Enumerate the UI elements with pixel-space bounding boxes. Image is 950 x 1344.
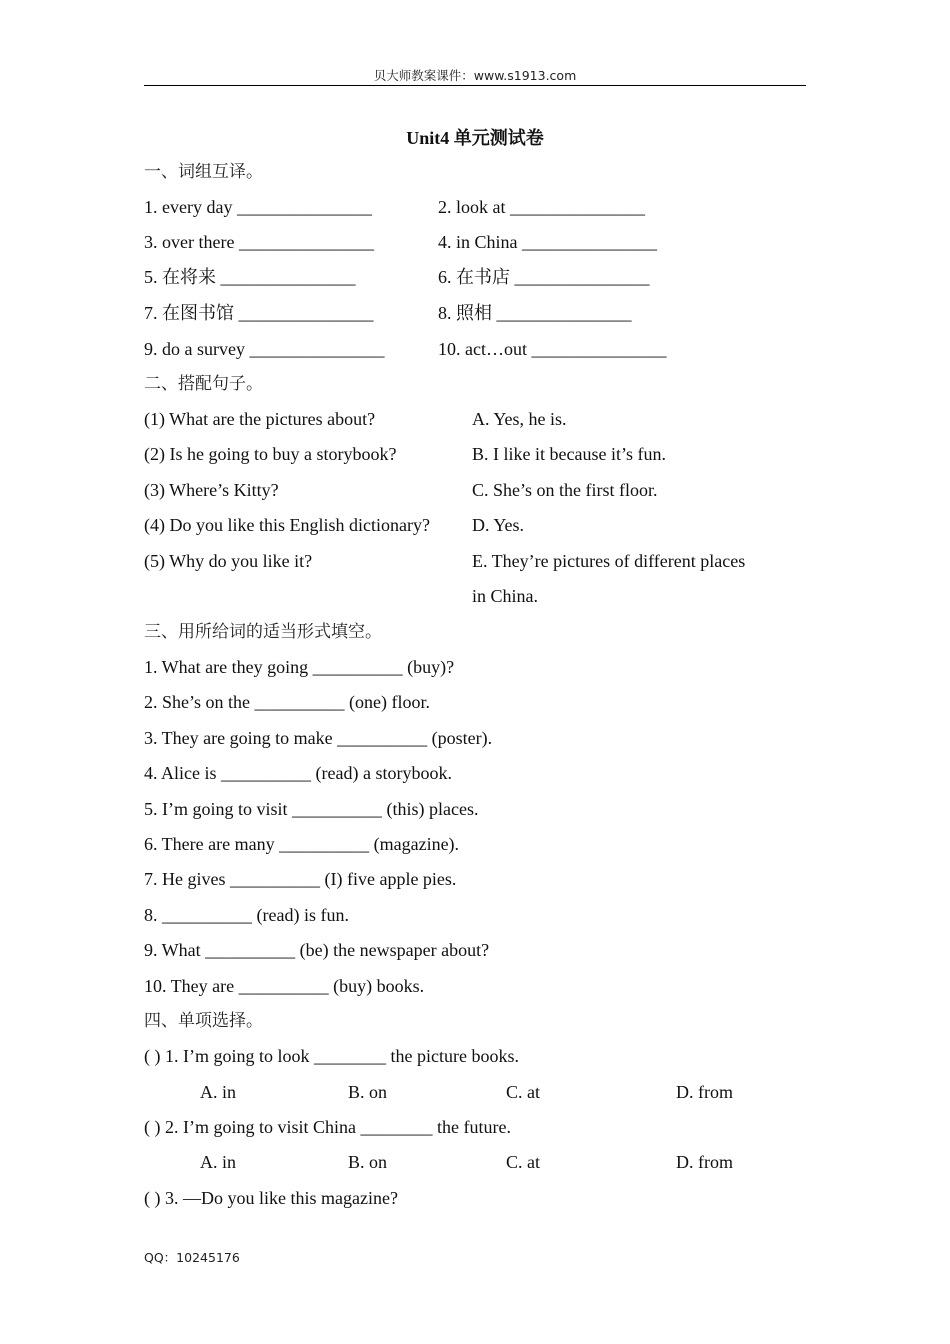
phrase-item: 7. 在图书馆 _______________ [144,303,374,323]
match-question: (1) What are the pictures about? [144,409,376,429]
section3-heading: 三、用所给词的适当形式填空。 [144,622,382,642]
match-answer: B. I like it because it’s fun. [472,444,666,464]
section4-heading: 四、单项选择。 [144,1011,263,1031]
page-title: Unit4 单元测试卷 [406,128,544,148]
choice-question: ( ) 1. I’m going to look ________ the picture books. [144,1046,519,1066]
choice-option: B. on [348,1082,388,1102]
phrase-item: 3. over there _______________ [144,232,374,252]
fill-item: 3. They are going to make __________ (poster). [144,728,493,748]
choice-option: D. from [676,1082,733,1102]
phrase-item: 2. look at _______________ [438,197,645,217]
fill-item: 5. I’m going to visit __________ (this) places. [144,799,479,819]
phrase-item: 6. 在书店 _______________ [438,267,650,287]
choice-option: C. at [506,1152,540,1172]
phrase-item: 4. in China _______________ [438,232,657,252]
phrase-item: 8. 照相 _______________ [438,303,632,323]
choice-option: A. in [200,1082,236,1102]
fill-item: 6. There are many __________ (magazine). [144,834,460,854]
section2-heading: 二、搭配句子。 [144,374,263,394]
match-question: (4) Do you like this English dictionary? [144,515,430,535]
section1-heading: 一、词组互译。 [144,162,263,182]
phrase-item: 5. 在将来 _______________ [144,267,356,287]
fill-item: 1. What are they going __________ (buy)? [144,657,455,677]
phrase-item: 10. act…out _______________ [438,339,667,359]
fill-item: 8. __________ (read) is fun. [144,905,349,925]
choice-option: A. in [200,1152,236,1172]
match-answer: E. They’re pictures of different places [472,551,746,571]
match-question: (3) Where’s Kitty? [144,480,279,500]
match-question: (5) Why do you like it? [144,551,313,571]
fill-item: 10. They are __________ (buy) books. [144,976,425,996]
page-header: 贝大师教案课件：www.s1913.com [373,68,577,83]
fill-item: 7. He gives __________ (I) five apple pies. [144,869,457,889]
choice-question: ( ) 3. —Do you like this magazine? [144,1188,398,1208]
match-question: (2) Is he going to buy a storybook? [144,444,397,464]
choice-option: D. from [676,1152,733,1172]
choice-option: C. at [506,1082,540,1102]
phrase-item: 9. do a survey _______________ [144,339,385,359]
match-answer: D. Yes. [472,515,525,535]
match-answer: A. Yes, he is. [472,409,567,429]
fill-item: 2. She’s on the __________ (one) floor. [144,692,430,712]
choice-option: B. on [348,1152,388,1172]
choice-question: ( ) 2. I’m going to visit China ________ the future. [144,1117,511,1137]
header-rule [144,85,806,86]
fill-item: 4. Alice is __________ (read) a storybook. [144,763,452,783]
phrase-item: 1. every day _______________ [144,197,372,217]
match-answer: C. She’s on the first floor. [472,480,658,500]
match-answer-continued: in China. [472,586,538,606]
page-footer: QQ：10245176 [144,1250,240,1265]
fill-item: 9. What __________ (be) the newspaper about? [144,940,490,960]
